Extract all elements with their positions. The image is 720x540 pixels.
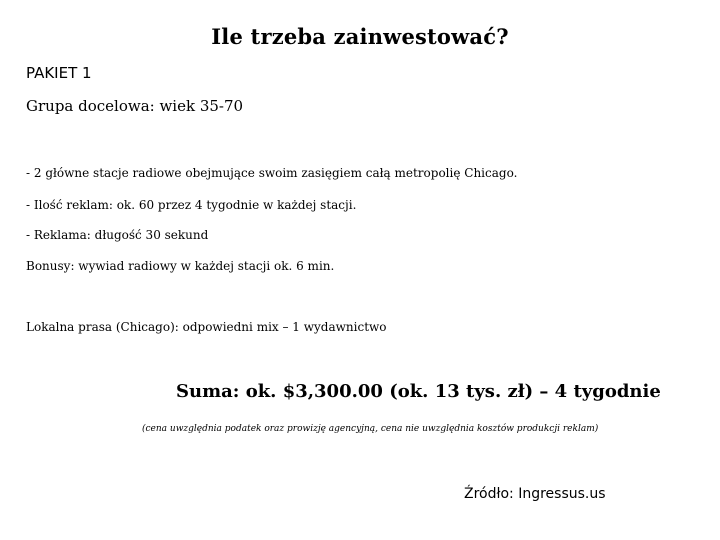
ad-length-line: - Reklama: długość 30 sekund bbox=[26, 228, 209, 242]
slide-title: Ile trzeba zainwestować? bbox=[211, 24, 509, 49]
target-group: Grupa docelowa: wiek 35-70 bbox=[26, 97, 244, 115]
sum-total: Suma: ok. $3,300.00 (ok. 13 tys. zł) – 4 tygodnie bbox=[176, 381, 661, 402]
package-label: PAKIET 1 bbox=[26, 64, 92, 82]
ad-count-line: - Ilość reklam: ok. 60 przez 4 tygodnie w każdej stacji. bbox=[26, 198, 357, 212]
local-press-line: Lokalna prasa (Chicago): odpowiedni mix – 1 wydawnictwo bbox=[26, 320, 387, 334]
bonus-line: Bonusy: wywiad radiowy w każdej stacji ok. 6 min. bbox=[26, 259, 335, 273]
source-credit: Źródło: Ingressus.us bbox=[464, 486, 606, 502]
price-note: (cena uwzględnia podatek oraz prowizję agencyjną, cena nie uwzględnia kosztów produkcji reklam) bbox=[142, 424, 599, 434]
radio-stations-line: - 2 główne stacje radiowe obejmujące swoim zasięgiem całą metropolię Chicago. bbox=[26, 166, 518, 180]
